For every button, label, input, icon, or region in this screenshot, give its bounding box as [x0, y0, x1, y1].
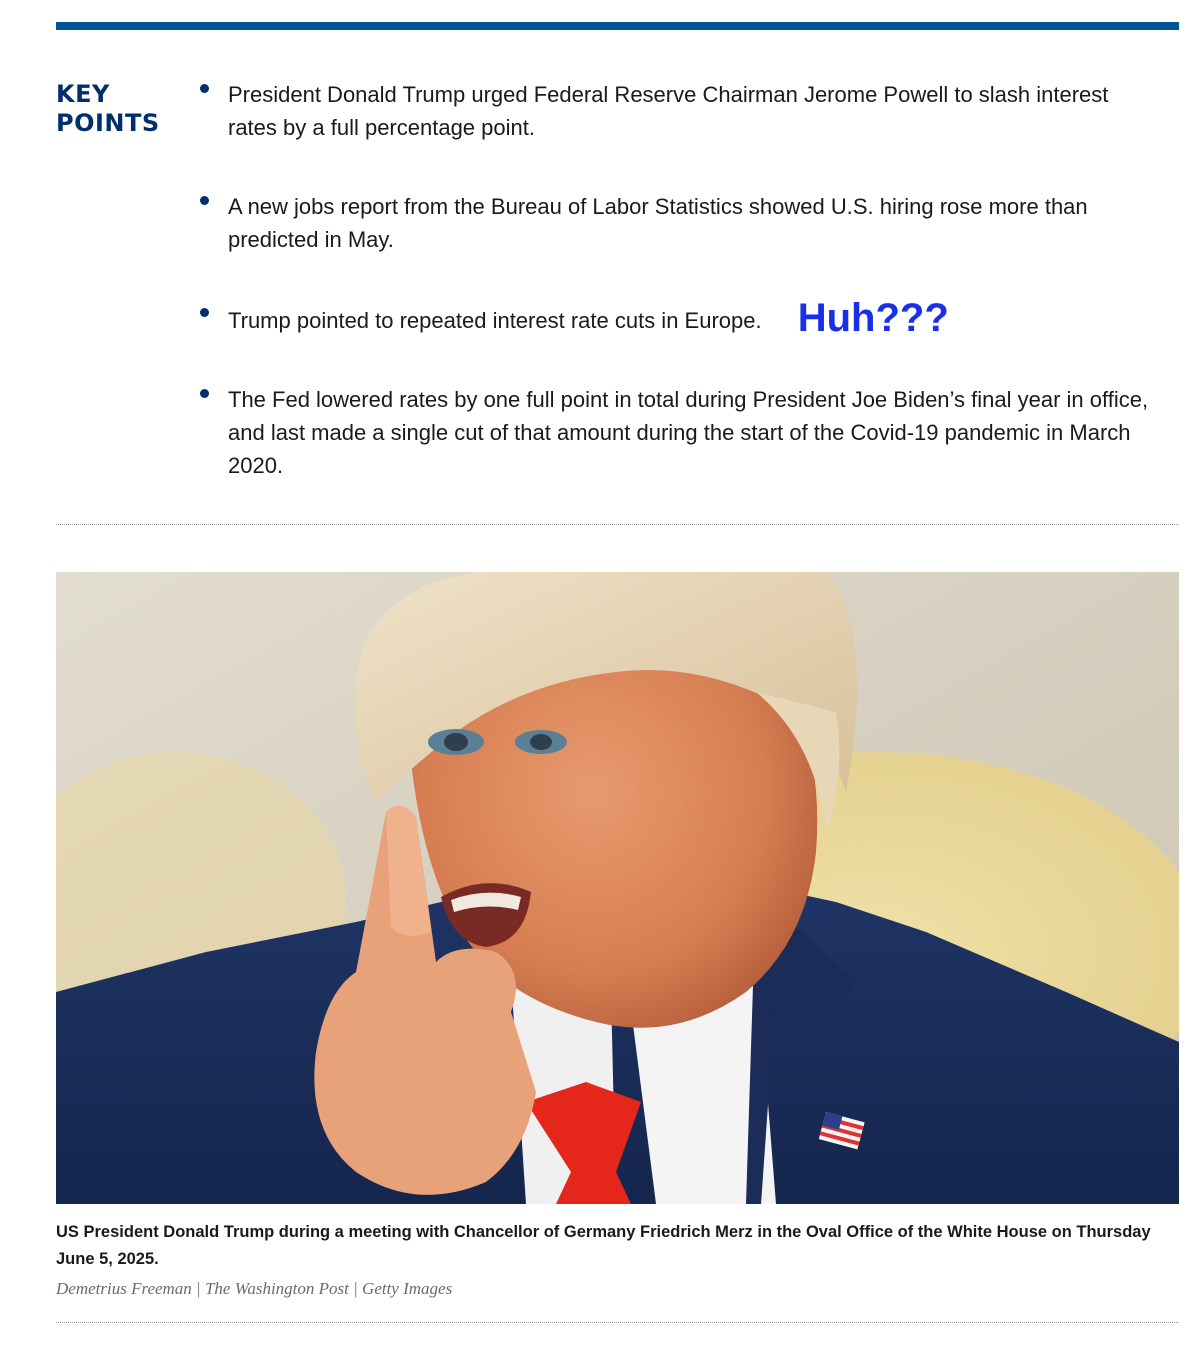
- key-points-heading: KEY POINTS: [56, 80, 160, 137]
- photo-caption: US President Donald Trump during a meeting with Chancellor of Germany Friedrich Merz in the Oval Office of the White House on Thursday June 5, 2025.: [56, 1223, 1151, 1268]
- key-point-item: [196, 78, 1156, 144]
- key-point-item: [196, 190, 1156, 256]
- key-points-list: [196, 78, 1156, 528]
- handwritten-annotation: Huh???: [797, 296, 949, 340]
- key-point-text: Trump pointed to repeated interest rate cuts in Europe.: [228, 308, 762, 333]
- bullet-icon: [200, 84, 209, 93]
- section-divider: [56, 524, 1179, 525]
- article-photo[interactable]: [56, 572, 1179, 1204]
- key-point-item: [196, 383, 1156, 482]
- top-accent-rule: [56, 22, 1179, 30]
- bullet-icon: [200, 308, 209, 317]
- key-point-item: [196, 296, 1156, 340]
- photo-credit: Demetrius Freeman | The Washington Post | Getty Images: [56, 1279, 453, 1298]
- key-point-text: A new jobs report from the Bureau of Labor Statistics showed U.S. hiring rose more than predicted in May.: [228, 194, 1088, 252]
- bottom-divider: [56, 1322, 1179, 1323]
- portrait-illustration: [56, 572, 1179, 1204]
- bullet-icon: [200, 196, 209, 205]
- key-point-text: The Fed lowered rates by one full point in total during President Joe Biden’s final year in office, and last made a single cut of that amount during the start of the Covid-19 pandemic in March 2020.: [228, 387, 1149, 478]
- key-point-text: President Donald Trump urged Federal Reserve Chairman Jerome Powell to slash interest rates by a full percentage point.: [228, 82, 1109, 140]
- bullet-icon: [200, 389, 209, 398]
